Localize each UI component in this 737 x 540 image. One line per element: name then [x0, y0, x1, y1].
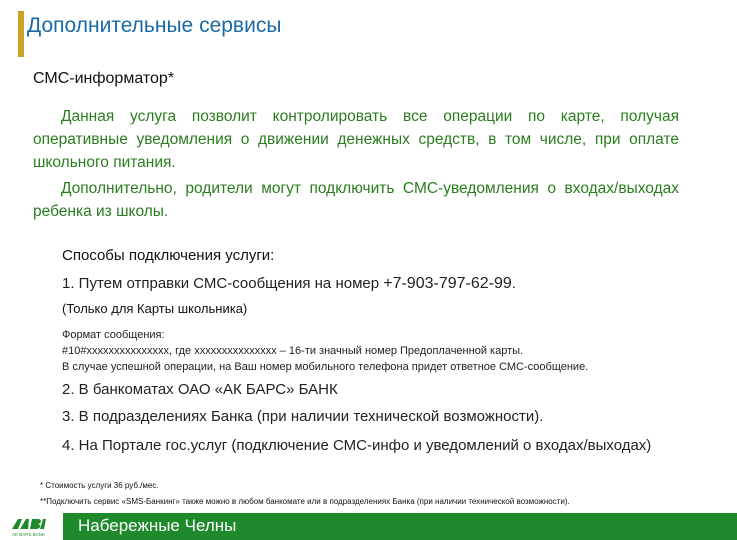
footer-city: Набережные Челны — [78, 516, 237, 535]
title-accent-bar — [18, 11, 24, 57]
method-4-text: 4. На Портале гос.услуг (подключение СМС-инфо и уведомлений о входах/выходах) — [62, 437, 652, 454]
method-4 — [34, 435, 674, 457]
method-1-text: 1. Путем отправки СМС-сообщения на номер — [62, 275, 384, 292]
paragraph-1 — [33, 105, 679, 174]
methods-title: Способы подключения услуги: — [62, 247, 275, 264]
format-line-1: Формат сообщения: — [62, 329, 165, 341]
logo-text: AK BARS BANK — [12, 532, 46, 537]
section-title: СМС-информатор* — [33, 70, 175, 87]
footnotes — [40, 478, 720, 510]
format-line-2: #10#xxxxxxxxxxxxxxx, где xxxxxxxxxxxxxxx – 16-ти значный номер Предоплаченной карты. — [62, 345, 524, 357]
format-block — [62, 327, 702, 375]
method-1 — [62, 275, 516, 293]
footnote-2: **Подключить сервис «SMS-Банкинг» также можно в любом банкомате или в подразделениях Банка (при наличии технической возможности). — [40, 497, 570, 506]
paragraph-2 — [33, 177, 679, 223]
method-1-end: . — [511, 275, 516, 292]
method-1-note: (Только для Карты школьника) — [62, 301, 248, 316]
paragraph-1-text: Данная услуга позволит контролировать все операции по карте, получая оперативные уведомления о движении денежных средств, в том числе, при оплате школьного питания. — [33, 108, 679, 171]
format-line-3: В случае успешной операции, на Ваш номер мобильного телефона придет ответное СМС-сообщение. — [62, 361, 589, 373]
footnote-1: * Стоимость услуги 36 руб./мес. — [40, 481, 159, 490]
paragraph-2-text: Дополнительно, родители могут подключить СМС-уведомления о входах/выходах ребенка из школы. — [33, 180, 679, 220]
method-2: 2. В банкоматах ОАО «АК БАРС» БАНК — [62, 381, 338, 398]
ak-bars-logo-icon — [10, 516, 56, 538]
method-3: 3. В подразделениях Банка (при наличии технической возможности). — [62, 408, 544, 425]
page-title: Дополнительные сервисы — [27, 14, 282, 37]
method-1-phone: +7-903-797-62-99 — [383, 275, 512, 292]
